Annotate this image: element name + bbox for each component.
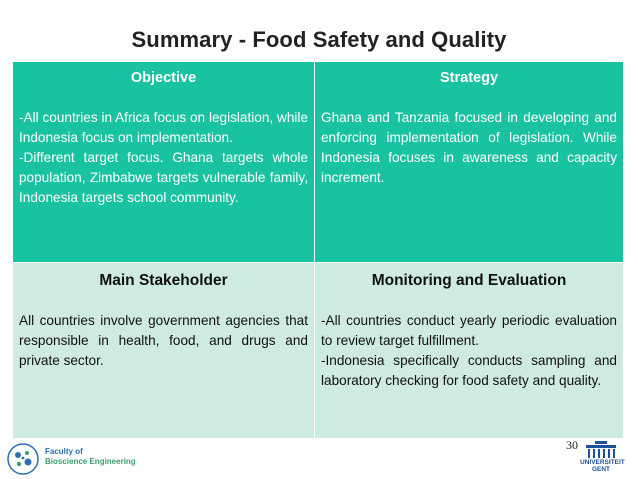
strategy-text: Ghana and Tanzania focused in developing and enforcing implementation of legislation. While Indonesia focuses in awareness and capacity increment. <box>321 110 617 185</box>
monitoring-cell <box>315 263 624 439</box>
objective-text-1: -All countries in Africa focus on legislation, while Indonesia focus on implementation. <box>19 110 308 145</box>
university-logo <box>580 441 625 477</box>
strategy-heading: Strategy <box>439 70 499 86</box>
monitoring-heading: Monitoring and Evaluation <box>371 272 567 289</box>
faculty-name-line2: Bioscience Engineering <box>45 457 136 466</box>
stakeholder-heading: Main Stakeholder <box>99 272 228 289</box>
slide-title: Summary - Food Safety and Quality <box>131 27 507 52</box>
stakeholder-text: All countries involve government agencies that responsible in health, food, and drugs and private sector. <box>19 313 308 368</box>
strategy-cell <box>315 62 624 263</box>
objective-heading: Objective <box>130 70 197 86</box>
faculty-emblem-icon <box>7 443 39 475</box>
page-number: 30 <box>566 438 578 452</box>
faculty-name-line1: Faculty of <box>45 447 83 456</box>
slide-footer <box>0 438 638 479</box>
monitoring-text-1: -All countries conduct yearly periodic evaluation to review target fulfillment. <box>321 313 617 348</box>
summary-table <box>13 62 624 439</box>
university-emblem-icon <box>580 441 622 459</box>
university-name-line1: UNIVERSITEIT <box>580 459 625 466</box>
objective-cell <box>13 62 315 263</box>
faculty-logo <box>7 443 137 475</box>
monitoring-text-2: -Indonesia specifically conducts sampling and laboratory checking for food safety and quality. <box>321 353 617 388</box>
stakeholder-cell <box>13 263 315 439</box>
university-name-line2: GENT <box>591 466 611 473</box>
objective-text-2: -Different target focus. Ghana targets whole population, Zimbabwe targets vulnerable family, Indonesia targets school community. <box>19 150 308 205</box>
